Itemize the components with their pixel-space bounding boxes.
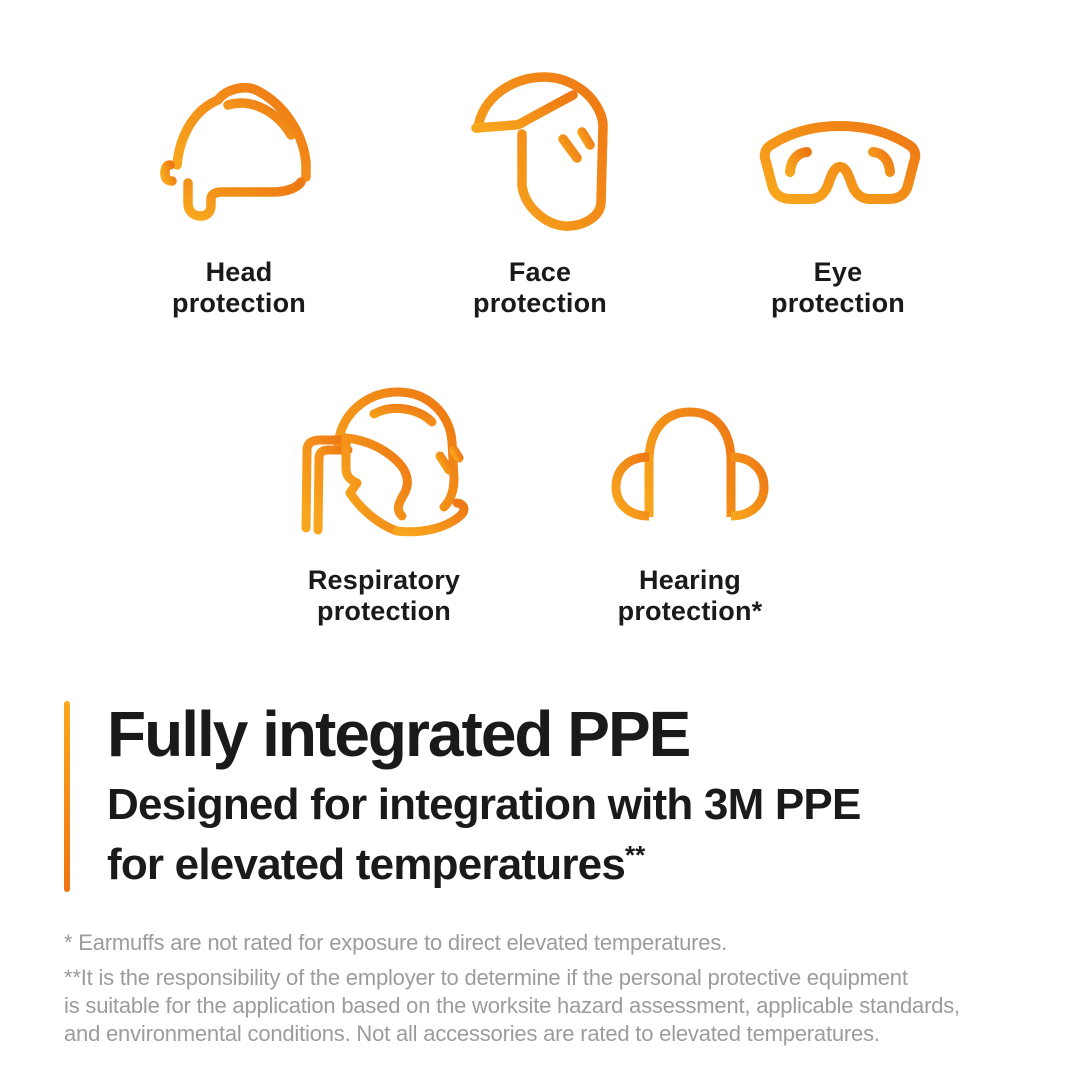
label-line: protection — [473, 288, 607, 318]
subtitle-line-1: Designed for integration with 3M PPE — [107, 780, 861, 829]
respiratory-protection-label — [224, 565, 544, 627]
footnote-line: and environmental conditions. Not all accessories are rated to elevated temperatures. — [64, 1021, 880, 1046]
footnote-line: * Earmuffs are not rated for exposure to direct elevated temperatures. — [64, 930, 728, 955]
page-subtitle — [107, 780, 861, 890]
page-title: Fully integrated PPE — [107, 698, 690, 770]
footnote-line: is suitable for the application based on the worksite hazard assessment, applicable standards, — [64, 993, 960, 1018]
accent-bar — [64, 701, 70, 892]
face-shield-icon — [460, 60, 630, 240]
label-line: Hearing — [639, 565, 741, 595]
hard-hat-icon — [160, 75, 335, 225]
eye-protection-label — [678, 257, 998, 319]
label-line: Face — [508, 257, 572, 287]
earmuffs-icon — [610, 399, 770, 521]
subtitle-line-2: for elevated temperatures — [107, 840, 625, 889]
label-line: Eye — [813, 257, 863, 287]
face-protection-label — [380, 257, 700, 319]
footnote-line: **It is the responsibility of the employer to determine if the personal protective equipment — [64, 965, 908, 990]
head-protection-label — [79, 257, 399, 319]
label-line: Head — [205, 257, 273, 287]
respirator-hood-icon — [294, 380, 484, 540]
label-line: protection* — [617, 596, 763, 626]
label-line: protection — [317, 596, 451, 626]
footnote-employer-responsibility — [64, 964, 960, 1048]
label-line: Respiratory — [307, 565, 461, 595]
label-line: protection — [172, 288, 306, 318]
footnote-earmuffs — [64, 929, 727, 957]
safety-goggles-icon — [755, 115, 925, 225]
hearing-protection-label — [530, 565, 850, 627]
label-line: protection — [771, 288, 905, 318]
double-asterisk-marker: ** — [625, 840, 646, 870]
